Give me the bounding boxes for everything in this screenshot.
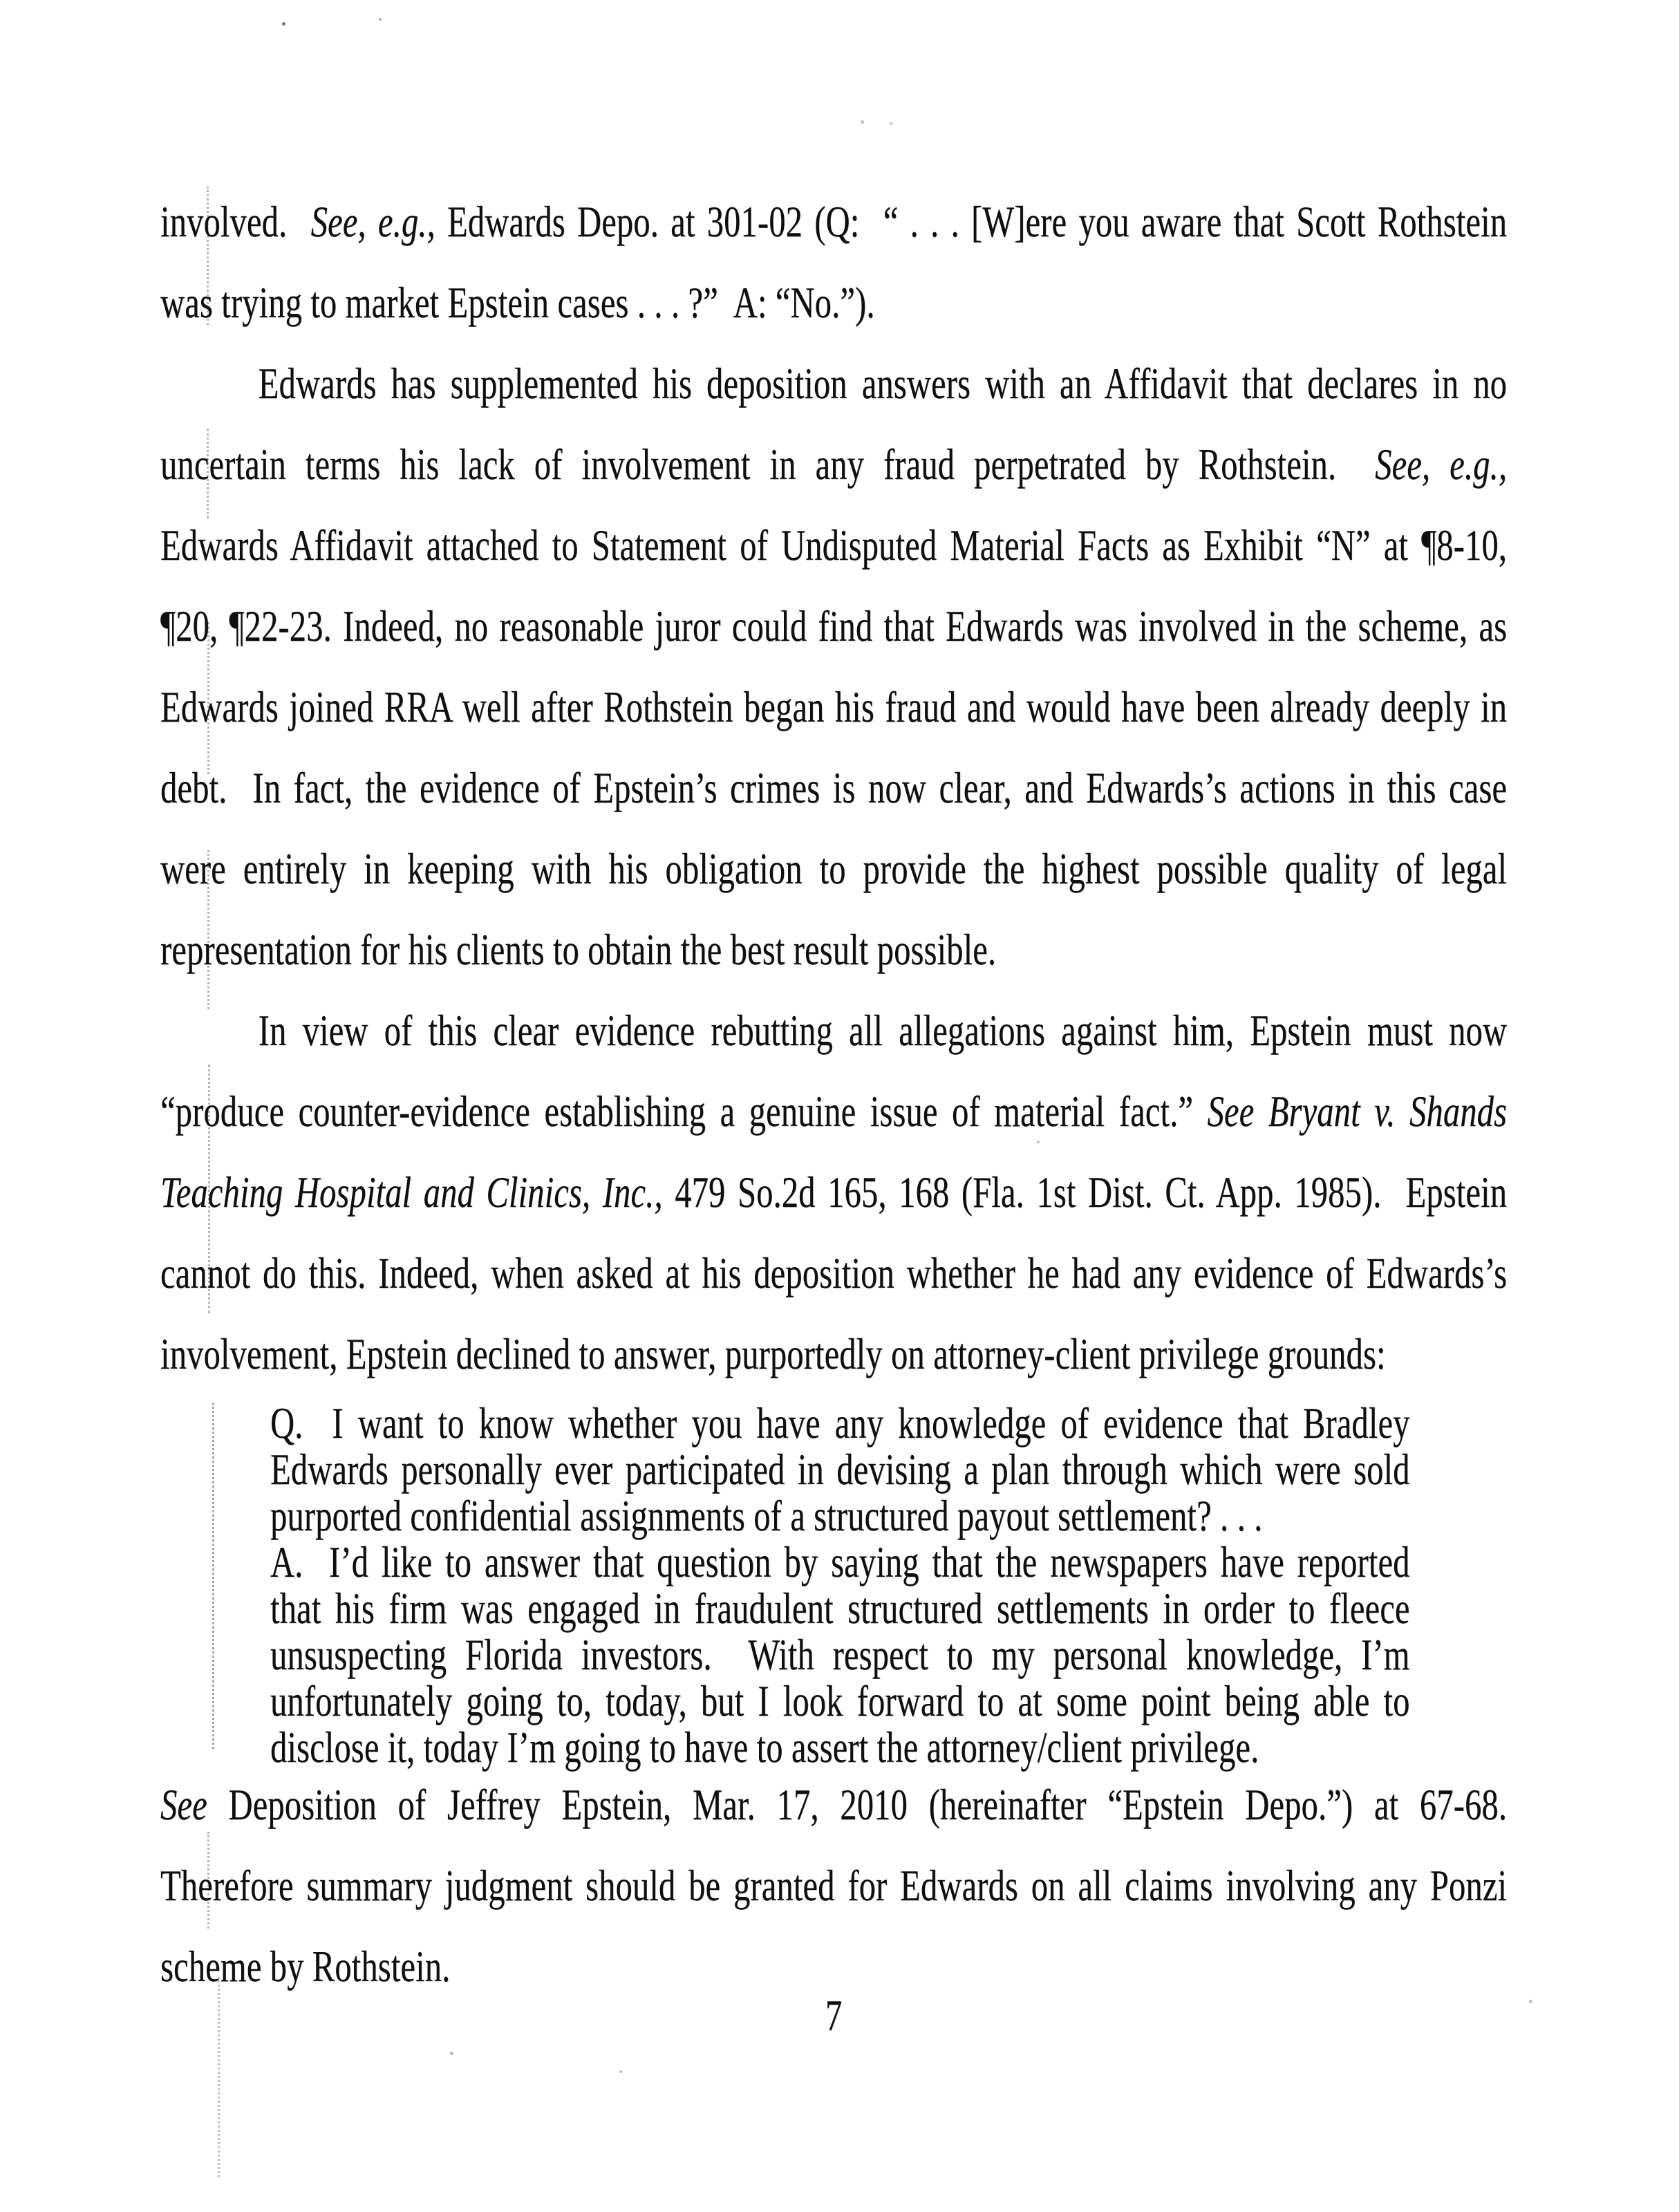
text-line: [160, 991, 1507, 1071]
text-run: ¶20, ¶22-23. Indeed, no reasonable juror could find that Edwards was involved in the scheme, as: [160, 602, 1508, 650]
text-line: [160, 829, 1507, 910]
scan-dotted-line: [207, 429, 209, 518]
scan-speck: [1529, 2000, 1532, 2003]
text-run: was trying to market Epstein cases . . . ?” A: “No.”).: [160, 279, 875, 327]
text-line: [160, 1152, 1507, 1233]
scan-dotted-line: [218, 1977, 220, 2177]
italic-citation-text: See, e.g.,: [1375, 440, 1508, 489]
text-run: In view of this clear evidence rebutting all allegations against him, Epstein must now: [258, 1006, 1508, 1055]
text-line: [160, 1071, 1507, 1152]
scan-dotted-line: [207, 1832, 209, 1929]
scan-dotted-line: [212, 1403, 214, 1749]
text-run: uncertain terms his lack of involvement in any fraud perpetrated by Rothstein.: [160, 440, 1376, 489]
text-line: [270, 1678, 1410, 1725]
text-line: [160, 505, 1507, 586]
text-line: [270, 1632, 1410, 1678]
text-run: unsuspecting Florida investors. With respect to my personal knowledge, I’m: [270, 1631, 1410, 1679]
scan-dotted-line: [207, 187, 209, 325]
text-run: cannot do this. Indeed, when asked at his deposition whether he had any evidence of Edwards’s: [160, 1249, 1508, 1297]
text-line: [270, 1586, 1410, 1632]
text-run: “produce counter-evidence establishing a genuine issue of material fact.”: [160, 1087, 1208, 1136]
body-paragraphs: [160, 182, 1507, 1395]
deposition-block-quote: [270, 1400, 1410, 1771]
scan-speck: [450, 2052, 453, 2055]
scan-dotted-line: [208, 1065, 210, 1313]
text-run: involvement, Epstein declined to answer, purportedly on attorney-client privilege grounds:: [160, 1330, 1386, 1378]
italic-citation-text: See: [160, 1781, 207, 1829]
text-run: unfortunately going to, today, but I look forward to at some point being able to: [270, 1677, 1410, 1725]
italic-citation-text: See, e.g.,: [310, 198, 435, 246]
text-run: were entirely in keeping with his obligation to provide the highest possible quality of legal: [160, 845, 1508, 893]
scan-speck: [282, 22, 285, 26]
text-run: debt. In fact, the evidence of Epstein’s crimes is now clear, and Edwards’s actions in this case: [160, 764, 1508, 812]
text-run: Edwards Affidavit attached to Statement of Undisputed Material Facts as Exhibit “N” at ¶8-10,: [160, 521, 1508, 570]
scan-dotted-line: [207, 622, 209, 774]
text-run: Therefore summary judgment should be granted for Edwards on all claims involving any Ponzi: [160, 1862, 1508, 1910]
text-line: [160, 344, 1507, 424]
text-run: A. I’d like to answer that question by saying that the newspapers have reported: [270, 1538, 1410, 1586]
text-run: 479 So.2d 165, 168 (Fla. 1st Dist. Ct. App. 1985). Epstein: [662, 1168, 1508, 1217]
text-run: Deposition of Jeffrey Epstein, Mar. 17, 2010 (hereinafter “Epstein Depo.”) at 67-68.: [207, 1781, 1508, 1829]
scan-speck: [619, 2070, 622, 2073]
text-run: Edwards has supplemented his deposition answers with an Affidavit that declares in no: [258, 359, 1508, 408]
text-line: [160, 910, 1507, 991]
text-line: [270, 1447, 1410, 1493]
page-number: 7: [825, 1991, 843, 2040]
text-line: [270, 1539, 1410, 1586]
text-line: [160, 748, 1507, 829]
text-run: purported confidential assignments of a structured payout settlement? . . .: [270, 1492, 1263, 1540]
text-line: [160, 586, 1507, 667]
italic-citation-text: See Bryant v. Shands: [1207, 1087, 1508, 1136]
text-line: [160, 263, 1507, 344]
text-line: [160, 1314, 1507, 1395]
text-line: [160, 667, 1507, 748]
text-run: scheme by Rothstein.: [160, 1942, 451, 1991]
text-line: [160, 1765, 1507, 1846]
text-run: that his firm was engaged in fraudulent structured settlements in order to fleece: [270, 1584, 1410, 1633]
italic-citation-text: Teaching Hospital and Clinics, Inc.,: [160, 1168, 663, 1217]
scan-speck: [861, 120, 864, 124]
closing-paragraph: [160, 1765, 1507, 2007]
text-line: [270, 1400, 1410, 1447]
scan-dotted-line: [207, 850, 209, 1009]
text-run: representation for his clients to obtain the best result possible.: [160, 926, 997, 974]
text-line: [160, 182, 1507, 263]
text-run: involved.: [160, 198, 311, 246]
text-run: Edwards personally ever participated in devising a plan through which were sold: [270, 1445, 1410, 1494]
text-line: [160, 1233, 1507, 1314]
text-line: [270, 1493, 1410, 1539]
text-run: disclose it, today I’m going to have to assert the attorney/client privilege.: [270, 1723, 1259, 1772]
scan-speck: [890, 122, 892, 125]
text-run: Edwards joined RRA well after Rothstein began his fraud and would have been already deeply in: [160, 683, 1508, 731]
text-line: [160, 1846, 1507, 1927]
text-line: [160, 424, 1507, 505]
scan-speck: [379, 18, 382, 21]
text-run: Q. I want to know whether you have any knowledge of evidence that Bradley: [270, 1399, 1410, 1447]
text-run: Edwards Depo. at 301-02 (Q: “ . . . [W]ere you aware that Scott Rothstein: [435, 198, 1508, 246]
scan-speck: [1037, 1141, 1040, 1143]
page-footer: [160, 1976, 1507, 2056]
text-line: [270, 1725, 1410, 1771]
